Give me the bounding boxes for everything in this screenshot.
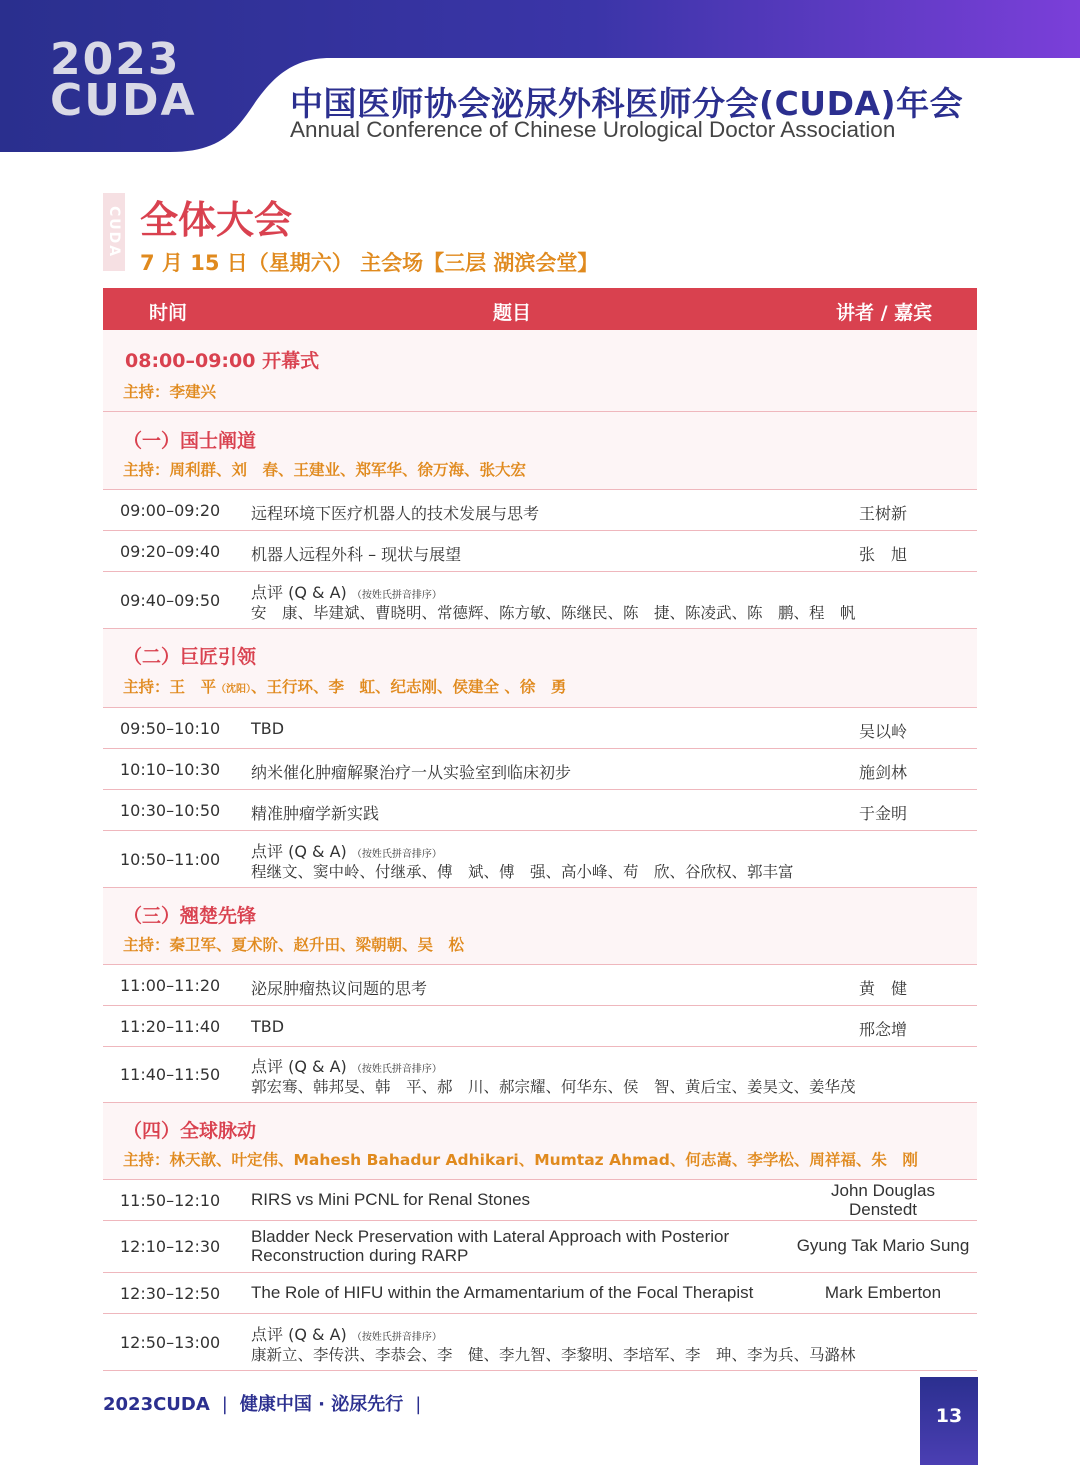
row-time: 12:30–12:50 [120, 1284, 221, 1303]
speaker-line: Denstedt [848, 1200, 918, 1219]
row-topic: 纳米催化肿瘤解聚治疗一从实验室到临床初步 [251, 763, 572, 782]
qa-note: （按姓氏拼音排序） [351, 1064, 442, 1075]
qa-names: 康新立、李传洪、李恭会、李 健、李九智、李黎明、李培军、李 珅、李为兵、马潞林 [251, 1346, 856, 1364]
qa-names: 郭宏骞、韩邦旻、韩 平、郝 川、郝宗耀、何华东、侯 智、黄后宝、姜昊文、姜华茂 [251, 1078, 856, 1096]
qa-note: （按姓氏拼音排序） [351, 849, 442, 860]
row-speaker: 吴以岭 [858, 722, 907, 741]
row-speaker: 张 旭 [858, 545, 907, 564]
opening-host: 主持：李建兴 [123, 383, 217, 401]
table-row [103, 790, 977, 831]
row-time: 09:40–09:50 [120, 591, 221, 610]
table-row [103, 965, 977, 1006]
schedule-table [103, 288, 977, 1371]
topic-line: Bladder Neck Preservation with Lateral Approach with Posterior [251, 1227, 730, 1246]
session-title-3: （三）翘楚先锋 [123, 905, 257, 927]
row-time: 09:00–09:20 [120, 501, 221, 520]
row-speaker: Mark Emberton [824, 1283, 942, 1302]
row-time: 11:40–11:50 [120, 1065, 221, 1084]
session-host-4: 主持：林天歆、叶定伟、Mahesh Bahadur Adhikari、Mumtaz Ahmad、何志嵩、李学松、周祥福、朱 刚 [123, 1151, 918, 1169]
cuda-logo [50, 34, 200, 126]
page-number: 13 [920, 1377, 978, 1465]
table-header [103, 288, 977, 330]
table-row [103, 1006, 977, 1047]
session-title-4: （四）全球脉动 [123, 1120, 257, 1142]
conference-title-cn: 中国医师协会泌尿外科医师分会(CUDA)年会 [290, 84, 964, 123]
table-row [103, 1221, 977, 1273]
row-time: 10:30–10:50 [120, 801, 221, 820]
row-topic: 远程环境下医疗机器人的技术发展与思考 [251, 504, 540, 523]
table-row [103, 708, 977, 749]
row-time: 12:10–12:30 [120, 1237, 221, 1256]
row-topic: RIRS vs Mini PCNL for Renal Stones [251, 1190, 531, 1209]
row-speaker: Gyung Tak Mario Sung [796, 1236, 970, 1255]
row-time: 10:10–10:30 [120, 760, 221, 779]
opening-block [103, 330, 977, 412]
host-note: （沈阳） [216, 684, 252, 695]
row-speaker: 于金明 [858, 804, 907, 823]
header-topic: 题目 [493, 302, 532, 324]
footer-separator: | [415, 1394, 422, 1415]
qa-note: （按姓氏拼音排序） [351, 590, 442, 601]
table-row [103, 1180, 977, 1221]
logo-year: 2023 [50, 34, 181, 85]
row-topic: 精准肿瘤学新实践 [251, 804, 380, 823]
row-topic: 泌尿肿瘤热议问题的思考 [251, 979, 428, 998]
row-topic: TBD [251, 719, 285, 738]
header-time: 时间 [149, 302, 188, 324]
row-topic [251, 1227, 729, 1265]
qa-row [103, 831, 977, 888]
row-topic: The Role of HIFU within the Armamentarium of the Focal Therapist [251, 1283, 754, 1302]
speaker-line: John Douglas [831, 1181, 935, 1200]
session-host-3: 主持：秦卫军、夏术阶、赵升田、梁朝朝、吴 松 [123, 936, 465, 954]
row-time: 11:00–11:20 [120, 976, 221, 995]
session-host-1: 主持：周利群、刘 春、王建业、郑军华、徐万海、张大宏 [123, 461, 527, 479]
page-footer [103, 1390, 433, 1416]
table-row [103, 490, 977, 531]
session-block-3 [103, 888, 977, 965]
qa-names: 安 康、毕建斌、曹晓明、常德辉、陈方敏、陈继民、陈 捷、陈凌武、陈 鹏、程 帆 [251, 604, 856, 622]
conference-title-en: Annual Conference of Chinese Urological Doctor Association [290, 117, 896, 142]
session-block-4 [103, 1103, 977, 1180]
logo-name: CUDA [50, 75, 197, 126]
row-speaker [783, 1181, 983, 1219]
session-block-1 [103, 412, 977, 490]
row-topic: 机器人远程外科 – 现状与展望 [251, 545, 462, 564]
qa-label: 点评 (Q & A) [251, 1325, 347, 1344]
qa-note: （按姓氏拼音排序） [351, 1332, 442, 1343]
row-time: 12:50–13:00 [120, 1333, 221, 1352]
qa-label: 点评 (Q & A) [251, 583, 347, 602]
section-title: 全体大会 [140, 198, 293, 242]
row-time: 11:20–11:40 [120, 1017, 221, 1036]
row-time: 09:20–09:40 [120, 542, 221, 561]
opening-title: 08:00–09:00 开幕式 [125, 350, 320, 372]
session-title-1: （一）国士阐道 [123, 430, 257, 452]
row-speaker: 王树新 [858, 504, 907, 523]
side-decoration: CUDA [103, 193, 125, 271]
session-title-2: （二）巨匠引领 [123, 646, 257, 668]
qa-row [103, 1047, 977, 1103]
qa-label: 点评 (Q & A) [251, 1057, 347, 1076]
section-subtitle: 7 月 15 日（星期六） 主会场【三层 湖滨会堂】 [140, 251, 599, 275]
page-header [0, 0, 1080, 152]
row-topic: TBD [251, 1017, 285, 1036]
table-row [103, 749, 977, 790]
table-row [103, 1273, 977, 1314]
session-host-2 [123, 675, 566, 697]
row-speaker: 邢念增 [858, 1020, 907, 1039]
row-time: 10:50–11:00 [120, 850, 221, 869]
row-time: 09:50–10:10 [120, 719, 221, 738]
qa-label: 点评 (Q & A) [251, 842, 347, 861]
qa-row [103, 572, 977, 629]
footer-separator: | [221, 1394, 228, 1415]
qa-row [103, 1314, 977, 1371]
host-part: 、王行环、李 虹、纪志刚、侯建全 、徐 勇 [251, 678, 567, 696]
row-speaker: 黄 健 [858, 979, 907, 998]
session-block-2 [103, 629, 977, 708]
header-speaker: 讲者 / 嘉宾 [836, 302, 933, 324]
topic-line: Reconstruction during RARP [251, 1246, 469, 1265]
table-row [103, 531, 977, 572]
footer-slogan: 健康中国 · 泌尿先行 [239, 1394, 404, 1415]
footer-brand: 2023CUDA [103, 1394, 210, 1415]
qa-names: 程继文、窦中岭、付继承、傅 斌、傅 强、高小峰、苟 欣、谷欣权、郭丰富 [251, 863, 794, 881]
row-time: 11:50–12:10 [120, 1191, 221, 1210]
host-part: 主持：王 平 [123, 678, 217, 696]
row-speaker: 施剑林 [858, 763, 907, 782]
